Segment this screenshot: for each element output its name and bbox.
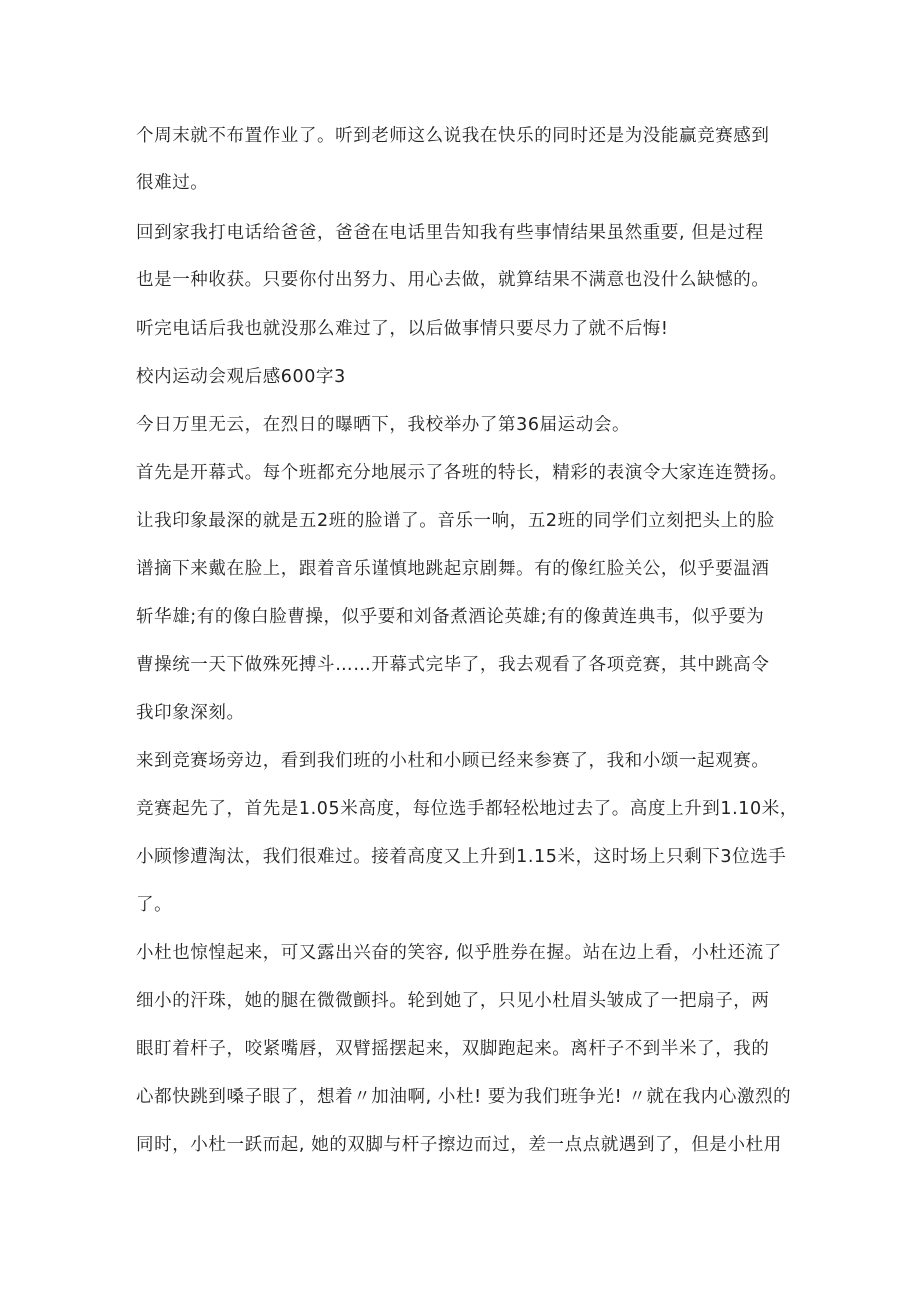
text-line: 让我印象最深的就是五2班的脸谱了。音乐一响，五2班的同学们立刻把头上的脸: [136, 511, 775, 531]
text-line: 曹操统一天下做殊死搏斗……开幕式完毕了，我去观看了各项竞赛，其中跳高令: [136, 655, 770, 675]
text-line: 同时，小杜一跃而起, 她的双脚与杆子擦边而过，差一点点就遇到了，但是小杜用: [136, 1135, 782, 1155]
text-line: 了。: [136, 895, 173, 915]
section-heading: 校内运动会观后感600字3: [136, 367, 346, 387]
text-line: 谱摘下来戴在脸上，跟着音乐谨慎地跳起京剧舞。有的像红脸关公，似乎要温酒: [136, 559, 770, 579]
text-line: 个周末就不布置作业了。听到老师这么说我在快乐的同时还是为没能赢竞赛感到: [136, 126, 770, 146]
text-line: 斩华雄;有的像白脸曹操，似乎要和刘备煮酒论英雄;有的像黄连典韦，似乎要为: [136, 607, 765, 627]
text-line: 回到家我打电话给爸爸，爸爸在电话里告知我有些事情结果虽然重要, 但是过程: [136, 223, 764, 243]
text-line: 竞赛起先了，首先是1.05米高度，每位选手都轻松地过去了。高度上升到1.10米，: [136, 799, 798, 819]
text-line: 首先是开幕式。每个班都充分地展示了各班的特长，精彩的表演令大家连连赞扬。: [136, 463, 788, 483]
text-line: 也是一种收获。只要你付出努力、用心去做，就算结果不满意也没什么缺憾的。: [136, 270, 770, 290]
text-line: 听完电话后我也就没那么难过了，以后做事情只要尽力了就不后悔!: [136, 319, 669, 339]
text-line: 来到竞赛场旁边，看到我们班的小杜和小顾已经来参赛了，我和小颂一起观赛。: [136, 751, 770, 771]
text-line: 小杜也惊惶起来，可又露出兴奋的笑容, 似乎胜券在握。站在边上看，小杜还流了: [136, 943, 782, 963]
text-line: 心都快跳到嗓子眼了，想着〃加油啊, 小杜! 要为我们班争光! 〃就在我内心激烈的: [136, 1087, 792, 1107]
text-line: 我印象深刻。: [136, 703, 245, 723]
text-line: 眼盯着杆子，咬紧嘴唇，双臂摇摆起来，双脚跑起来。离杆子不到半米了，我的: [136, 1039, 770, 1059]
text-line: 今日万里无云，在烈日的曝晒下，我校举办了第36届运动会。: [136, 415, 631, 435]
text-line: 小顾惨遭淘汰，我们很难过。接着高度又上升到1.15米，这时场上只剩下3位选手: [136, 847, 787, 867]
text-line: 很难过。: [136, 173, 209, 193]
text-line: 细小的汗珠，她的腿在微微颤抖。轮到她了，只见小杜眉头皱成了一把扇子，两: [136, 991, 770, 1011]
